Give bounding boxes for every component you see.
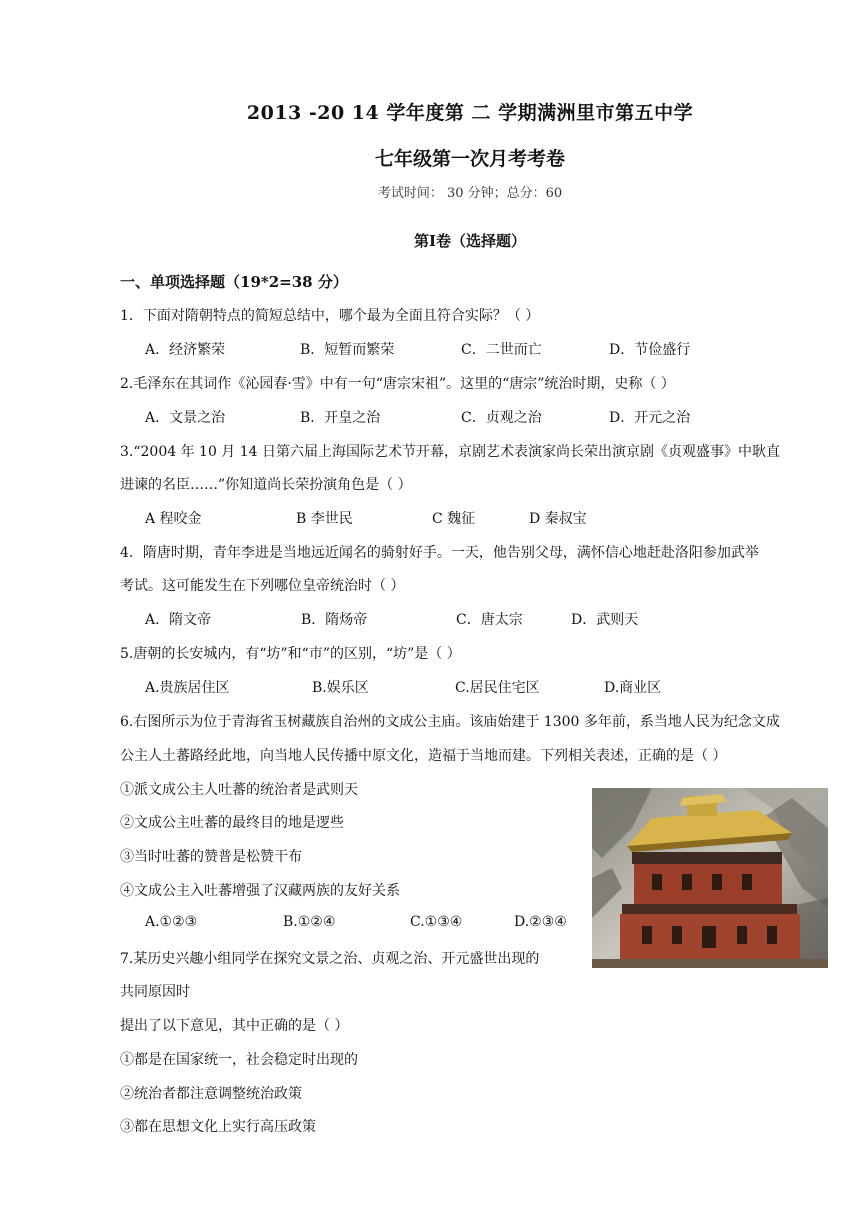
- question-1-option-c: C．二世而亡: [461, 342, 542, 358]
- question-3-text-line-2: 进谏的名臣……”你知道尚长荣扮演角色是（ ）: [120, 477, 412, 493]
- question-5-option-c: C.居民住宅区: [455, 680, 540, 696]
- question-3-text-line-1: 3.“2004 年 10 月 14 日第六届上海国际艺术节开幕，京剧艺术表演家尚长荣出演京剧《贞观盛事》中耿直: [120, 444, 781, 460]
- exam-header-title: 2013 -20 14 学年度第 二 学期满洲里市第五中学: [246, 102, 694, 124]
- question-2-option-c: C．贞观之治: [461, 410, 542, 426]
- question-5-option-d: D.商业区: [604, 680, 662, 696]
- question-7-statement-3: ③都在思想文化上实行高压政策: [120, 1119, 316, 1135]
- question-1-option-b: B．短暂而繁荣: [300, 342, 395, 358]
- question-6-text-line-1: 6.右图所示为位于青海省玉树藏族自治州的文成公主庙。该庙始建于 1300 多年前，系当地人民为纪念文成: [120, 714, 780, 730]
- exam-info: 考试时间： 30 分钟；总分：60: [377, 186, 563, 201]
- question-3-option-b: B 李世民: [296, 511, 353, 527]
- question-1-option-a: A．经济繁荣: [145, 342, 226, 358]
- question-1-text: 1．下面对隋朝特点的简短总结中，哪个最为全面且符合实际？（ ）: [120, 308, 540, 324]
- question-2-option-d: D．开元之治: [609, 410, 691, 426]
- question-3-option-a: A 程咬金: [145, 511, 202, 527]
- question-6-option-b: B.①②④: [283, 914, 336, 930]
- section-title: 一、单项选择题（19*2=38 分）: [120, 273, 348, 291]
- question-4-text-line-2: 考试。这可能发生在下列哪位皇帝统治时（ ）: [120, 578, 405, 594]
- question-4-text-line-1: 4．隋唐时期，青年李进是当地远近闻名的骑射好手。一天，他告别父母，满怀信心地赶赴洛阳参加武举: [120, 545, 759, 561]
- question-2-text: 2.毛泽东在其词作《沁园春·雪》中有一句“唐宗宋祖”。这里的“唐宗”统治时期，史称（ ）: [120, 376, 675, 392]
- question-5-option-a: A.贵族居住区: [145, 680, 230, 696]
- question-7-text-line-2: 共同原因时: [120, 984, 190, 1000]
- question-7-statement-1: ①都是在国家统一，社会稳定时出现的: [120, 1052, 358, 1068]
- exam-subtitle: 七年级第一次月考考卷: [374, 148, 565, 170]
- question-4-option-a: A．隋文帝: [145, 612, 212, 628]
- question-2-option-a: A．文景之治: [145, 410, 226, 426]
- question-6-statement-4: ④文成公主入吐蕃增强了汉藏两族的友好关系: [120, 883, 400, 899]
- question-7-statement-2: ②统治者都注意调整统治政策: [120, 1086, 302, 1102]
- question-7-text-line-1: 7.某历史兴趣小组同学在探究文景之治、贞观之治、开元盛世出现的: [120, 951, 540, 967]
- question-3-option-d: D 秦叔宝: [529, 511, 587, 527]
- wencheng-princess-temple-photo: [592, 788, 828, 968]
- question-6-statement-3: ③当时吐蕃的赞普是松赞干布: [120, 849, 302, 865]
- question-4-option-c: C．唐太宗: [456, 612, 523, 628]
- part-title: 第Ⅰ卷（选择题）: [413, 232, 527, 250]
- question-4-option-b: B．隋炀帝: [301, 612, 368, 628]
- question-1-option-d: D．节俭盛行: [609, 342, 691, 358]
- question-2-option-b: B．开皇之治: [300, 410, 381, 426]
- question-6-text-line-2: 公主人土蕃路经此地，向当地人民传播中原文化，造福于当地而建。下列相关表述，正确的是（ ）: [120, 748, 727, 764]
- question-4-option-d: D．武则天: [571, 612, 639, 628]
- question-5-option-b: B.娱乐区: [312, 680, 369, 696]
- question-6-statement-1: ①派文成公主人吐蕃的统治者是武则天: [120, 782, 358, 798]
- question-5-text: 5.唐朝的长安城内，有“坊”和“市”的区别，“坊”是（ ）: [120, 646, 461, 662]
- question-6-statement-2: ②文成公主吐蕃的最终目的地是逻些: [120, 815, 344, 831]
- question-3-option-c: C 魏征: [432, 511, 476, 527]
- question-6-option-a: A.①②③: [145, 914, 198, 930]
- question-6-option-c: C.①③④: [410, 914, 463, 930]
- question-7-text-line-3: 提出了以下意见，其中正确的是（ ）: [120, 1018, 349, 1034]
- question-6-option-d: D.②③④: [514, 914, 567, 930]
